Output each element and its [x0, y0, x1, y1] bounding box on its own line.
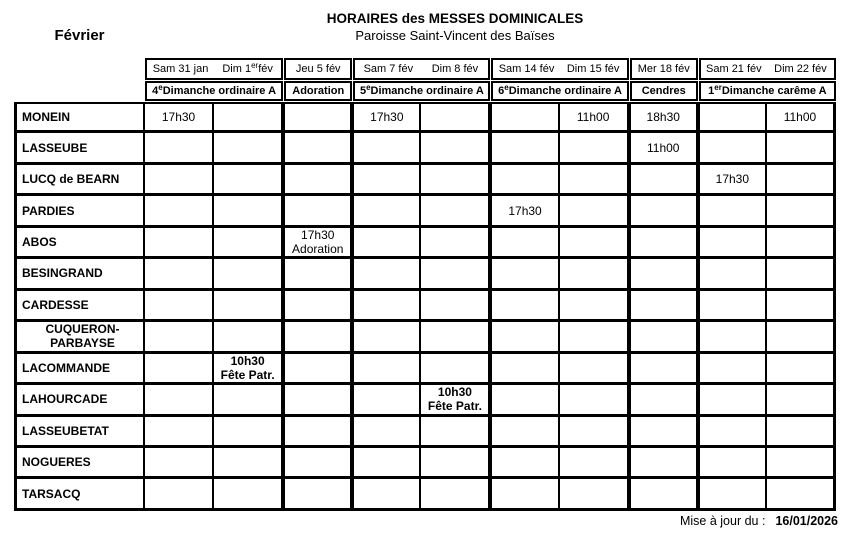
mass-schedule-table [14, 58, 836, 511]
schedule-cell [629, 259, 698, 290]
mass-time-text: 11h00 [647, 140, 680, 155]
week-group-header [353, 81, 490, 101]
parish-row-label: CUQUERON-PARBAYSE [14, 322, 145, 353]
schedule-cell [145, 228, 214, 259]
schedule-cell [490, 165, 559, 196]
schedule-cell [283, 133, 352, 164]
schedule-cell [421, 165, 490, 196]
schedule-cell [421, 479, 490, 510]
header-spacer [14, 80, 145, 102]
parish-row-label: NOGUERES [14, 448, 145, 479]
schedule-cell [283, 448, 352, 479]
schedule-cell [629, 417, 698, 448]
schedule-cell [698, 102, 767, 133]
schedule-cell [560, 196, 629, 227]
header-text: Cendres [641, 85, 686, 97]
schedule-cell [767, 133, 836, 164]
schedule-cell [352, 102, 421, 133]
schedule-cell [767, 196, 836, 227]
schedule-cell [421, 417, 490, 448]
date-column-header [284, 58, 352, 80]
schedule-cell [283, 322, 352, 353]
schedule-cell [698, 322, 767, 353]
schedule-cell [352, 165, 421, 196]
schedule-cell [421, 291, 490, 322]
schedule-cell [352, 479, 421, 510]
schedule-cell [698, 479, 767, 510]
week-group-header [699, 81, 836, 101]
date-column-header [145, 58, 214, 80]
header-text: Sam 31 jan [152, 63, 209, 75]
schedule-cell [145, 448, 214, 479]
schedule-cell [560, 133, 629, 164]
date-column-header [214, 58, 283, 80]
schedule-cell [214, 385, 283, 416]
schedule-cell [629, 479, 698, 510]
header-superscript: e [504, 82, 509, 92]
schedule-cell [490, 448, 559, 479]
schedule-cell [629, 133, 698, 164]
schedule-cell [283, 102, 352, 133]
parish-row-label: CARDESSE [14, 291, 145, 322]
schedule-cell [214, 102, 283, 133]
schedule-cell [560, 228, 629, 259]
mass-time-text: 17h30 [301, 228, 335, 243]
schedule-cell [421, 448, 490, 479]
schedule-cell [214, 291, 283, 322]
schedule-cell [283, 259, 352, 290]
schedule-cell [490, 102, 559, 133]
schedule-cell [283, 228, 352, 259]
schedule-cell [490, 196, 559, 227]
header-text: Dimanche ordinaire A [508, 85, 623, 97]
schedule-cell [560, 354, 629, 385]
schedule-cell [214, 479, 283, 510]
schedule-cell [352, 417, 421, 448]
schedule-cell [421, 385, 490, 416]
schedule-cell [352, 448, 421, 479]
schedule-cell [283, 165, 352, 196]
schedule-cell [629, 291, 698, 322]
header-text: Adoration [292, 85, 345, 97]
schedule-cell [145, 165, 214, 196]
header-text: Sam 21 fév [706, 63, 762, 75]
schedule-cell [283, 291, 352, 322]
mass-time-text: 10h30 [230, 353, 265, 368]
schedule-cell [629, 385, 698, 416]
schedule-cell [214, 354, 283, 385]
schedule-cell [698, 165, 767, 196]
schedule-cell [767, 448, 836, 479]
mass-time-text: Adoration [292, 242, 344, 257]
mass-time-text: 17h30 [161, 110, 196, 125]
date-column-header [630, 58, 698, 80]
header-text: Dimanche carême A [721, 85, 827, 97]
schedule-cell [283, 196, 352, 227]
schedule-cell [560, 291, 629, 322]
page-subtitle: Paroisse Saint-Vincent des Baïses [355, 28, 555, 43]
mass-time-text: Fête Patr. [427, 399, 482, 414]
header-text: 5 [359, 85, 367, 97]
schedule-cell [698, 291, 767, 322]
header-text: Dim 15 fév [566, 63, 620, 75]
schedule-cell [698, 354, 767, 385]
header-superscript: e [158, 82, 163, 92]
schedule-cell [629, 354, 698, 385]
mass-time-text: 17h30 [715, 172, 750, 187]
schedule-cell [767, 165, 836, 196]
schedule-cell [698, 448, 767, 479]
mass-time-text: 17h30 [370, 110, 404, 125]
date-column-header [421, 58, 490, 80]
header-text: Dim 1 [222, 63, 252, 75]
schedule-cell [698, 259, 767, 290]
schedule-cell [421, 102, 490, 133]
parish-row-label: LASSEUBE [14, 133, 145, 164]
schedule-cell [490, 322, 559, 353]
parish-row-label: PARDIES [14, 196, 145, 227]
page-title: HORAIRES des MESSES DOMINICALES [326, 11, 584, 26]
parish-row-label: TARSACQ [14, 479, 145, 510]
schedule-cell [352, 196, 421, 227]
schedule-cell [560, 417, 629, 448]
schedule-cell [560, 479, 629, 510]
schedule-cell [698, 417, 767, 448]
schedule-cell [352, 291, 421, 322]
schedule-cell [214, 228, 283, 259]
update-label: Mise à jour du : [679, 514, 766, 528]
schedule-cell [629, 322, 698, 353]
schedule-cell [421, 133, 490, 164]
parish-row-label: BESINGRAND [14, 259, 145, 290]
header-text: Sam 7 fév [363, 63, 414, 75]
date-column-header [491, 58, 559, 80]
date-column-header [699, 58, 767, 80]
schedule-cell [352, 259, 421, 290]
schedule-cell [490, 259, 559, 290]
schedule-cell [560, 102, 629, 133]
header-text: 1 [708, 85, 715, 97]
header-superscript: e [366, 82, 371, 92]
schedule-cell [214, 448, 283, 479]
schedule-cell [352, 322, 421, 353]
header-text: Jeu 5 fév [295, 63, 341, 75]
schedule-cell [767, 322, 836, 353]
schedule-cell [629, 196, 698, 227]
date-column-header [767, 58, 836, 80]
header-superscript: er [251, 60, 259, 70]
parish-row-label: LAHOURCADE [14, 385, 145, 416]
schedule-cell [145, 354, 214, 385]
schedule-cell [767, 385, 836, 416]
header-text: Mer 18 fév [637, 63, 690, 75]
schedule-cell [698, 133, 767, 164]
schedule-cell [352, 354, 421, 385]
update-note [680, 514, 838, 528]
schedule-cell [352, 385, 421, 416]
header-text: Dimanche ordinaire A [162, 85, 277, 97]
header-text: Dim 8 fév [431, 63, 479, 75]
schedule-cell [560, 448, 629, 479]
schedule-cell [629, 448, 698, 479]
schedule-cell [352, 228, 421, 259]
header-text: Dim 22 fév [774, 63, 827, 75]
schedule-cell [421, 196, 490, 227]
schedule-cell [629, 165, 698, 196]
schedule-cell [421, 228, 490, 259]
update-date: 16/01/2026 [775, 514, 838, 528]
schedule-cell [560, 259, 629, 290]
month-label: Février [54, 27, 105, 44]
parish-row-label: ABOS [14, 228, 145, 259]
schedule-cell [214, 133, 283, 164]
date-column-header [353, 58, 421, 80]
schedule-cell [283, 479, 352, 510]
mass-time-text: 11h00 [576, 110, 610, 125]
schedule-cell [490, 291, 559, 322]
schedule-cell [698, 385, 767, 416]
schedule-cell [767, 228, 836, 259]
schedule-cell [214, 165, 283, 196]
schedule-cell [629, 102, 698, 133]
mass-time-text: 11h00 [783, 110, 817, 125]
schedule-cell [145, 322, 214, 353]
schedule-cell [214, 417, 283, 448]
mass-time-text: Fête Patr. [220, 367, 275, 382]
date-column-header [560, 58, 629, 80]
schedule-cell [145, 385, 214, 416]
schedule-cell [490, 417, 559, 448]
schedule-cell [145, 196, 214, 227]
header-text: 4 [152, 85, 159, 97]
schedule-cell [767, 354, 836, 385]
schedule-cell [352, 133, 421, 164]
schedule-cell [490, 479, 559, 510]
week-group-header [630, 81, 698, 101]
schedule-cell [283, 417, 352, 448]
schedule-cell [283, 354, 352, 385]
schedule-cell [629, 228, 698, 259]
schedule-cell [145, 291, 214, 322]
schedule-cell [145, 102, 214, 133]
header-text: Sam 14 fév [498, 63, 555, 75]
schedule-cell [767, 417, 836, 448]
parish-row-label: LACOMMANDE [14, 354, 145, 385]
week-group-header [284, 81, 352, 101]
schedule-cell [490, 385, 559, 416]
mass-time-text: 10h30 [437, 385, 472, 400]
schedule-cell [490, 133, 559, 164]
schedule-cell [560, 385, 629, 416]
schedule-cell [560, 165, 629, 196]
mass-time-text: 17h30 [508, 203, 542, 218]
schedule-cell [698, 196, 767, 227]
schedule-cell [767, 259, 836, 290]
header-text: Dimanche ordinaire A [370, 85, 484, 97]
header-superscript: er [714, 82, 722, 92]
schedule-cell [145, 479, 214, 510]
header-text: fév [258, 63, 273, 75]
schedule-cell [421, 354, 490, 385]
schedule-cell [421, 259, 490, 290]
schedule-cell [145, 133, 214, 164]
parish-row-label: MONEIN [14, 102, 145, 133]
week-group-header [491, 81, 628, 101]
header-text: 6 [498, 85, 505, 97]
week-group-header [145, 81, 283, 101]
parish-row-label: LASSEUBETAT [14, 417, 145, 448]
schedule-cell [767, 291, 836, 322]
mass-time-text: 18h30 [646, 110, 680, 125]
schedule-cell [767, 479, 836, 510]
schedule-cell [490, 354, 559, 385]
schedule-cell [214, 322, 283, 353]
schedule-cell [698, 228, 767, 259]
schedule-cell [145, 417, 214, 448]
header-spacer [14, 58, 145, 80]
schedule-cell [283, 385, 352, 416]
parish-row-label: LUCQ de BEARN [14, 165, 145, 196]
title-block [60, 10, 850, 44]
schedule-cell [145, 259, 214, 290]
schedule-cell [767, 102, 836, 133]
schedule-cell [490, 228, 559, 259]
schedule-cell [421, 322, 490, 353]
schedule-cell [214, 259, 283, 290]
schedule-cell [560, 322, 629, 353]
schedule-cell [214, 196, 283, 227]
